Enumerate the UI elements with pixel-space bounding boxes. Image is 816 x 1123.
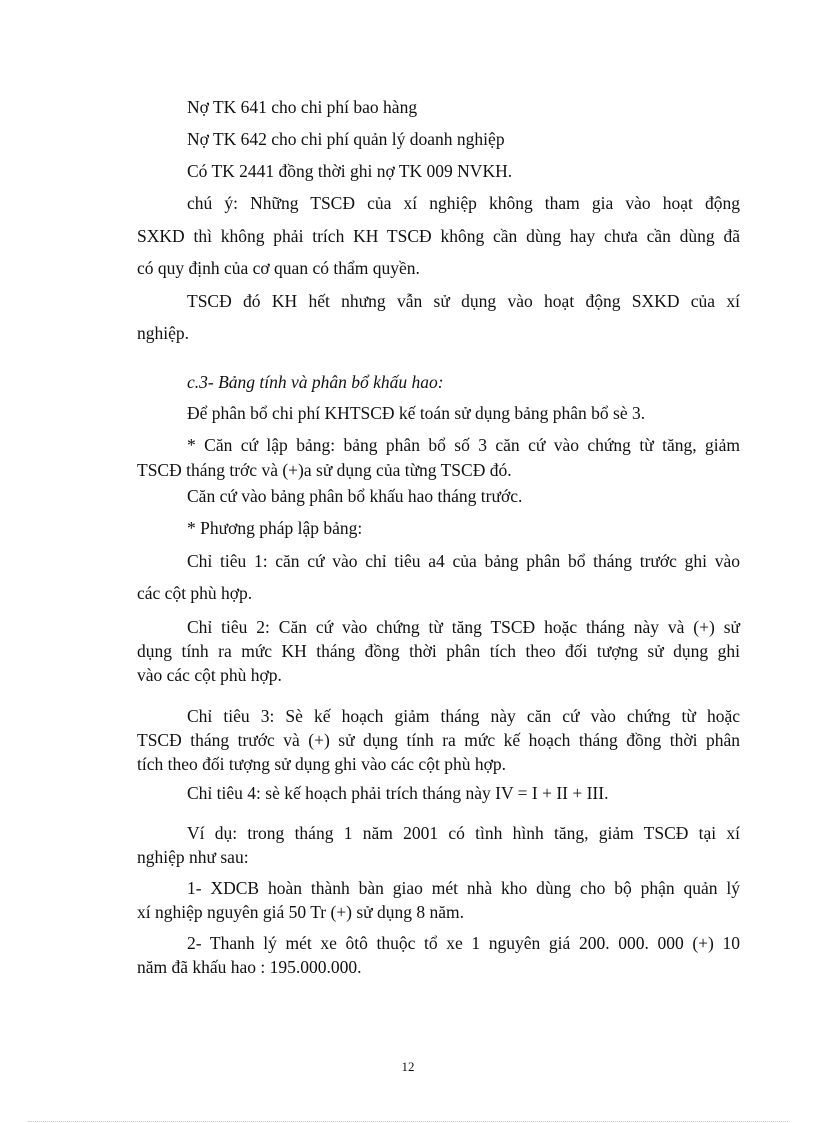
text-line: dụng tính ra mức KH tháng đồng thời phân tích theo đối tượng sử dụng ghi: [137, 641, 740, 661]
section-heading: c.3- Bảng tính và phân bổ khấu hao:: [187, 372, 444, 392]
text-line: 2- Thanh lý mét xe ôtô thuộc tổ xe 1 nguyên giá 200. 000. 000 (+) 10: [187, 933, 740, 953]
text-line: có quy định của cơ quan có thẩm quyền.: [137, 258, 420, 278]
page-number: 12: [401, 1059, 415, 1074]
text-line: TSCĐ đó KH hết nhưng vẫn sử dụng vào hoạt động SXKD của xí: [187, 291, 740, 311]
text-line: Chỉ tiêu 4: sè kế hoạch phải trích tháng này IV = I + II + III.: [187, 783, 609, 803]
text-line: Ví dụ: trong tháng 1 năm 2001 có tình hình tăng, giảm TSCĐ tại xí: [187, 823, 740, 843]
text-line: Nợ TK 642 cho chi phí quản lý doanh nghiệp: [187, 129, 505, 149]
text-line: nghiệp.: [137, 323, 190, 343]
text-line: tích theo đối tượng sử dụng ghi vào các cột phù hợp.: [137, 754, 506, 774]
text-line: * Phương pháp lập bảng:: [187, 518, 363, 538]
text-line: Có TK 2441 đồng thời ghi nợ TK 009 NVKH.: [187, 161, 513, 181]
text-line: vào các cột phù hợp.: [137, 665, 282, 685]
page-bottom-divider: [28, 1121, 788, 1122]
text-line: Nợ TK 641 cho chi phí bao hàng: [187, 97, 418, 117]
text-line: Chỉ tiêu 1: căn cứ vào chỉ tiêu a4 của bảng phân bổ tháng trước ghi vào: [187, 551, 740, 571]
text-line: * Căn cứ lập bảng: bảng phân bổ số 3 căn cứ vào chứng từ tăng, giảm: [187, 435, 740, 455]
text-line: xí nghiệp nguyên giá 50 Tr (+) sử dụng 8 năm.: [137, 902, 465, 922]
text-line: Chỉ tiêu 3: Sè kế hoạch giảm tháng này căn cứ vào chứng từ hoặc: [187, 706, 740, 726]
text-line: TSCĐ tháng trước và (+) sử dụng tính ra mức kế hoạch tháng đồng thời phân: [137, 730, 740, 750]
text-line: Để phân bổ chi phí KHTSCĐ kế toán sử dụng bảng phân bổ sè 3.: [187, 403, 646, 423]
text-line: chú ý: Những TSCĐ của xí nghiệp không tham gia vào hoạt động: [187, 193, 740, 213]
text-line: 1- XDCB hoàn thành bàn giao mét nhà kho dùng cho bộ phận quản lý: [187, 878, 740, 898]
text-line: Căn cứ vào bảng phân bổ khấu hao tháng trước.: [187, 486, 523, 506]
text-line: các cột phù hợp.: [137, 583, 253, 603]
text-line: nghiệp như sau:: [137, 847, 249, 867]
text-line: Chỉ tiêu 2: Căn cứ vào chứng từ tăng TSCĐ hoặc tháng này và (+) sử: [187, 617, 740, 637]
text-line: năm đã khấu hao : 195.000.000.: [137, 957, 362, 977]
text-line: SXKD thì không phải trích KH TSCĐ không cần dùng hay chưa cần dùng đã: [137, 226, 740, 246]
text-line: TSCĐ tháng trớc và (+)a sử dụng của từng TSCĐ đó.: [137, 460, 512, 480]
